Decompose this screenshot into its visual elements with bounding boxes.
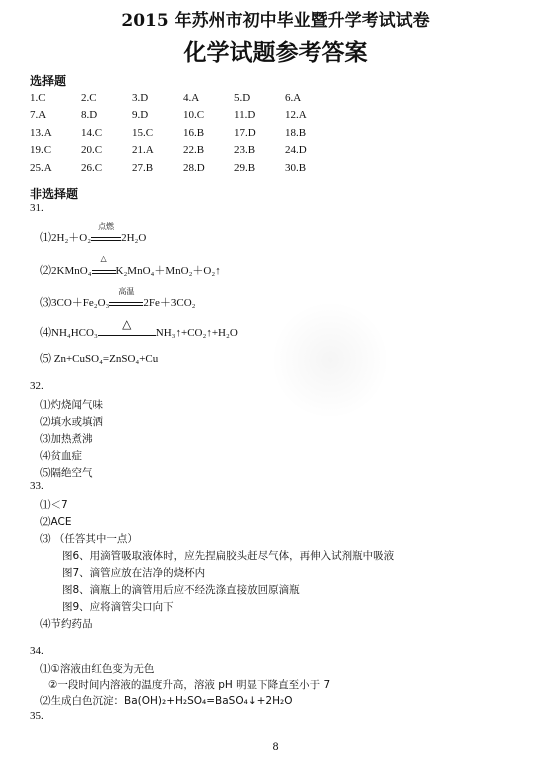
q33-answer-1: ⑴＜7: [40, 499, 68, 511]
choice-answer-cell: 7.A: [30, 109, 47, 122]
q33-number: 33.: [30, 480, 44, 492]
choice-row: [30, 109, 336, 126]
eq4-condition-label: △: [122, 317, 132, 331]
choice-answer-cell: 12.A: [285, 109, 307, 122]
choice-answer-cell: 15.C: [132, 126, 154, 139]
choice-answer-cell: 27.B: [132, 161, 154, 174]
q34-number: 34.: [30, 645, 44, 657]
eq2-condition-arrow: [92, 254, 116, 274]
eq1-condition-label: 点燃: [98, 222, 115, 231]
choice-answer-cell: 19.C: [30, 144, 52, 157]
q31-equation-3: [40, 287, 196, 310]
choice-answer-cell: 13.A: [30, 126, 52, 139]
answer-title: 化学试题参考答案: [183, 39, 368, 66]
choice-answer-table: [30, 92, 336, 179]
q33-answer-2: ⑵ACE: [40, 516, 72, 528]
choice-answer-cell: 24.D: [285, 144, 307, 157]
choice-answer-cell: 30.B: [285, 161, 307, 174]
q32-answer-5: ⑸隔绝空气: [40, 467, 93, 479]
q32-answer-2: ⑵填水或填洒: [40, 416, 103, 428]
q32-number: 32.: [30, 380, 44, 392]
choice-answer-cell: 28.D: [183, 161, 205, 174]
choice-answer-cell: 5.D: [234, 92, 251, 104]
q34-answer-3: ⑵生成白色沉淀：Ba(OH)₂+H₂SO₄=BaSO₄↓+2H₂O: [40, 695, 293, 707]
choice-answer-cell: 20.C: [81, 144, 103, 157]
choice-answer-cell: 8.D: [81, 109, 98, 122]
choice-answer-cell: 9.D: [132, 109, 149, 122]
q34-answer-2: ②一段时间内溶液的温度升高，溶液 pH 明显下降直至小于 7: [48, 679, 331, 691]
choice-heading: 选择题: [30, 74, 67, 88]
q32-answer-1: ⑴灼烧闻气味: [40, 399, 103, 411]
choice-row: [30, 162, 336, 179]
q35-number: 35.: [30, 710, 44, 722]
choice-answer-cell: 25.A: [30, 161, 52, 174]
q34-answer-1: ⑴①溶液由红色变为无色: [40, 663, 155, 675]
choice-answer-cell: 21.A: [132, 144, 154, 157]
choice-answer-cell: 18.B: [285, 126, 307, 139]
eq3-condition-label: 高温: [118, 287, 135, 296]
choice-answer-cell: 11.D: [234, 109, 256, 122]
q33-answer-4: ⑷节约药品: [40, 618, 93, 630]
choice-answer-cell: 17.D: [234, 126, 256, 139]
eq1-condition-arrow: [91, 222, 121, 241]
choice-answer-cell: 6.A: [285, 92, 302, 104]
q33-answer-3: ⑶ （任答其中一点）: [40, 533, 138, 545]
choice-row: [30, 92, 336, 109]
eq4-condition-arrow: [98, 317, 156, 336]
eq4-products: NH₃↑+CO₂↑+H₂O: [155, 327, 238, 339]
eq4-reactants: ⑷NH₄HCO₃: [40, 327, 98, 339]
choice-answer-cell: 16.B: [183, 126, 205, 139]
q33-sub-fig6: 图6、用滴管吸取液体时，应先捏扁胶头赶尽气体，再伸入试剂瓶中吸液: [62, 550, 395, 562]
choice-answer-cell: 10.C: [183, 109, 205, 122]
eq1-products: 2H₂O: [121, 232, 147, 244]
eq3-reactants: ⑶3CO＋Fe₂O₃: [40, 297, 110, 309]
q33-sub-fig7: 图7、滴管应放在洁净的烧杯内: [62, 567, 206, 579]
choice-answer-cell: 2.C: [81, 92, 97, 104]
q32-answer-4: ⑷贫血症: [40, 450, 82, 462]
exam-title: 2015 年苏州市初中毕业暨升学考试试卷: [121, 11, 430, 31]
q31-equation-2: [40, 254, 221, 278]
watermark: [245, 275, 414, 444]
choice-answer-cell: 1.C: [30, 92, 46, 104]
choice-row: [30, 127, 336, 144]
q31-equation-5: ⑸ Zn+CuSO₄=ZnSO₄+Cu: [40, 353, 159, 365]
page-number: 8: [272, 742, 279, 753]
choice-answer-cell: 23.B: [234, 144, 256, 157]
eq2-condition-label: △: [100, 254, 107, 263]
q31-equation-1: [40, 222, 147, 245]
choice-answer-cell: 4.A: [183, 92, 200, 104]
choice-answer-cell: 3.D: [132, 92, 149, 104]
choice-answer-cell: 22.B: [183, 144, 205, 157]
choice-answer-cell: 14.C: [81, 126, 103, 139]
nonchoice-heading: 非选择题: [30, 187, 79, 201]
q31-number: 31.: [30, 202, 44, 214]
eq1-reactants: ⑴2H₂＋O₂: [40, 232, 92, 244]
eq3-condition-arrow: [109, 287, 143, 306]
eq2-products: K₂MnO₄＋MnO₂＋O₂↑: [115, 265, 221, 277]
choice-answer-cell: 29.B: [234, 161, 256, 174]
eq2-reactants: ⑵2KMnO₄: [40, 265, 92, 277]
q33-sub-fig8: 图8、滴瓶上的滴管用后应不经洗涤直接放回原滴瓶: [62, 584, 300, 596]
choice-row: [30, 144, 336, 161]
q32-answer-3: ⑶加热煮沸: [40, 433, 93, 445]
eq3-products: 2Fe＋3CO₂: [143, 297, 196, 309]
choice-answer-cell: 26.C: [81, 161, 103, 174]
q33-sub-fig9: 图9、应将滴管尖口向下: [62, 601, 174, 613]
q31-equation-4: [40, 317, 238, 340]
